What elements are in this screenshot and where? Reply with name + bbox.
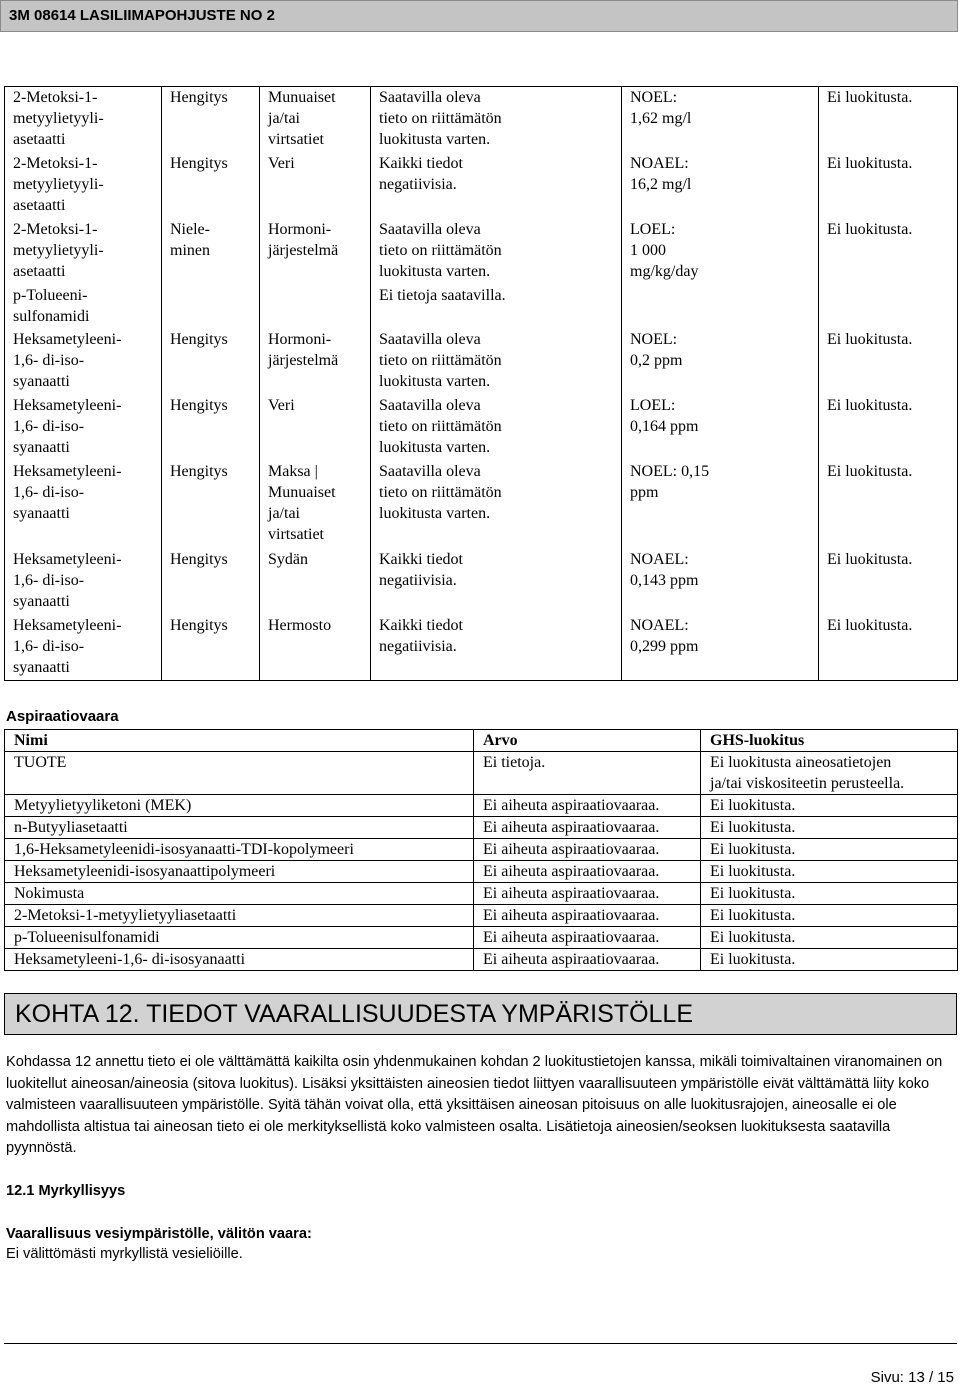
toxicity-subheading: 12.1 Myrkyllisyys: [6, 1183, 126, 1199]
page-number: Sivu: 13 / 15: [870, 1369, 954, 1386]
ghs-cell: Ei luokitusta aineosatietojen ja/tai viskositeetin perusteella.: [701, 752, 958, 795]
substance-column: [5, 87, 162, 681]
table-row: [5, 839, 958, 861]
section-12-paragraph: Kohdassa 12 annettu tieto ei ole välttämättä kaikilta osin yhdenmukainen kohdan 2 luokitustietojen kanssa, mikäli toimivaltainen viranomainen on luokitellut aineosan/aineosia (sitova luokitus). Lisäksi yksittäisten aineosien tiedot liittyen vaarallisuuteen ympäristölle eivät välttämättä liity koko valmisteen vaarallisuuteen ympäristölle. Syitä tähän voivat olla, että yksittäisen aineosan pitoisuus on alle luokitusrajojen, aineosalle ei ole mahdollista altistua tai aineosan tieto ei ole merkityksellistä koko valmisteen osalta. Lisätietoja aineosien/seoksen luokituksesta saatavilla pyynnöstä.: [6, 1054, 943, 1157]
name-cell: p-Tolueenisulfonamidi: [5, 927, 474, 949]
route-cell: Hengitys: [170, 155, 228, 172]
substance-cell: Heksametyleeni- 1,6- di-iso- syanaatti: [13, 397, 122, 456]
document-title: 3M 08614 LASILIIMAPOHJUSTE NO 2: [9, 7, 275, 24]
name-cell: n-Butyyliasetaatti: [5, 817, 474, 839]
value-cell: NOEL: 0,15 ppm: [630, 463, 710, 501]
organ-cell: Munuaiset ja/tai virtsatiet: [268, 89, 336, 148]
value-cell: NOAEL: 0,143 ppm: [630, 551, 699, 589]
table-row: [5, 817, 958, 839]
result-cell: Ei tietoja saatavilla.: [379, 287, 506, 304]
value-cell: Ei aiheuta aspiraatiovaaraa.: [474, 839, 701, 861]
column-header: GHS-luokitus: [701, 730, 958, 752]
substance-cell: Heksametyleeni- 1,6- di-iso- syanaatti: [13, 463, 122, 522]
route-cell: Hengitys: [170, 617, 228, 634]
ghs-cell: Ei luokitusta.: [701, 795, 958, 817]
value-cell: NOAEL: 0,299 ppm: [630, 617, 699, 655]
substance-cell: 2-Metoksi-1- metyylietyyli- asetaatti: [13, 89, 104, 148]
classification-cell: Ei luokitusta.: [827, 155, 913, 172]
name-cell: Heksametyleeni-1,6- di-isosyanaatti: [5, 949, 474, 971]
name-cell: 2-Metoksi-1-metyylietyyliasetaatti: [5, 905, 474, 927]
route-cell: Niele- minen: [170, 221, 210, 259]
organ-cell: Hormoni- järjestelmä: [268, 221, 339, 259]
classification-cell: Ei luokitusta.: [827, 89, 913, 106]
result-cell: Kaikki tiedot negatiivisia.: [379, 617, 463, 655]
ghs-cell: Ei luokitusta.: [701, 905, 958, 927]
substance-cell: Heksametyleeni- 1,6- di-iso- syanaatti: [13, 551, 122, 610]
acute-hazard-text: Ei välittömästi myrkyllistä vesieliöille.: [6, 1246, 243, 1262]
substance-cell: 2-Metoksi-1- metyylietyyli- asetaatti: [13, 155, 104, 214]
value-cell: Ei aiheuta aspiraatiovaaraa.: [474, 861, 701, 883]
classification-column: [819, 87, 958, 681]
value-cell: Ei aiheuta aspiraatiovaaraa.: [474, 883, 701, 905]
ghs-cell: Ei luokitusta.: [701, 927, 958, 949]
ghs-cell: Ei luokitusta.: [701, 839, 958, 861]
organ-cell: Hormoni- järjestelmä: [268, 331, 339, 369]
classification-cell: Ei luokitusta.: [827, 331, 913, 348]
acute-hazard-heading: Vaarallisuus vesiympäristölle, välitön vaara:: [6, 1226, 312, 1242]
value-cell: Ei aiheuta aspiraatiovaaraa.: [474, 949, 701, 971]
result-cell: Saatavilla oleva tieto on riittämätön luokitusta varten.: [379, 397, 502, 456]
value-column: [622, 87, 819, 681]
name-cell: Metyylietyyliketoni (MEK): [5, 795, 474, 817]
organ-cell: Hermosto: [268, 617, 332, 634]
classification-cell: Ei luokitusta.: [827, 397, 913, 414]
value-cell: NOAEL: 16,2 mg/l: [630, 155, 692, 193]
route-cell: Hengitys: [170, 89, 228, 106]
table-row: [5, 905, 958, 927]
route-cell: Hengitys: [170, 463, 228, 480]
value-cell: LOEL: 0,164 ppm: [630, 397, 699, 435]
section-12-title: KOHTA 12. TIEDOT VAARALLISUUDESTA YMPÄRISTÖLLE: [15, 1000, 694, 1028]
classification-cell: Ei luokitusta.: [827, 617, 913, 634]
route-cell: Hengitys: [170, 551, 228, 568]
table-row: [5, 861, 958, 883]
toxicity-table: [4, 86, 958, 681]
substance-cell: Heksametyleeni- 1,6- di-iso- syanaatti: [13, 617, 122, 676]
organ-cell: Maksa | Munuaiset ja/tai virtsatiet: [268, 463, 336, 543]
ghs-cell: Ei luokitusta.: [701, 883, 958, 905]
route-cell: Hengitys: [170, 397, 228, 414]
value-cell: NOEL: 1,62 mg/l: [630, 89, 692, 127]
substance-cell: p-Tolueeni- sulfonamidi: [13, 287, 90, 325]
aspiration-header-row: [5, 730, 958, 752]
table-row: [5, 927, 958, 949]
column-header: Arvo: [474, 730, 701, 752]
name-cell: 1,6-Heksametyleenidi-isosyanaatti-TDI-kopolymeeri: [5, 839, 474, 861]
value-cell: Ei aiheuta aspiraatiovaaraa.: [474, 905, 701, 927]
result-cell: Saatavilla oleva tieto on riittämätön luokitusta varten.: [379, 221, 502, 280]
result-cell: Kaikki tiedot negatiivisia.: [379, 551, 463, 589]
result-cell: Saatavilla oleva tieto on riittämätön luokitusta varten.: [379, 331, 502, 390]
ghs-cell: Ei luokitusta.: [701, 861, 958, 883]
classification-cell: Ei luokitusta.: [827, 221, 913, 238]
name-cell: Heksametyleenidi-isosyanaattipolymeeri: [5, 861, 474, 883]
footer-divider: [4, 1343, 957, 1344]
ghs-cell: Ei luokitusta.: [701, 949, 958, 971]
value-cell: NOEL: 0,2 ppm: [630, 331, 683, 369]
result-cell: Kaikki tiedot negatiivisia.: [379, 155, 463, 193]
route-column: [162, 87, 260, 681]
table-row: [5, 752, 958, 795]
substance-cell: Heksametyleeni- 1,6- di-iso- syanaatti: [13, 331, 122, 390]
value-cell: Ei aiheuta aspiraatiovaaraa.: [474, 795, 701, 817]
classification-cell: Ei luokitusta.: [827, 463, 913, 480]
result-column: [371, 87, 622, 681]
route-cell: Hengitys: [170, 331, 228, 348]
substance-cell: 2-Metoksi-1- metyylietyyli- asetaatti: [13, 221, 104, 280]
organ-cell: Veri: [268, 155, 295, 172]
aspiration-heading: Aspiraatiovaara: [6, 708, 119, 725]
value-cell: Ei tietoja.: [474, 752, 701, 795]
result-cell: Saatavilla oleva tieto on riittämätön luokitusta varten.: [379, 89, 502, 148]
organ-column: [260, 87, 371, 681]
result-cell: Saatavilla oleva tieto on riittämätön luokitusta varten.: [379, 463, 502, 522]
ghs-cell: Ei luokitusta.: [701, 817, 958, 839]
table-row: [5, 883, 958, 905]
column-header: Nimi: [5, 730, 474, 752]
name-cell: TUOTE: [5, 752, 474, 795]
organ-cell: Veri: [268, 397, 295, 414]
value-cell: Ei aiheuta aspiraatiovaaraa.: [474, 927, 701, 949]
table-row: [5, 949, 958, 971]
value-cell: Ei aiheuta aspiraatiovaaraa.: [474, 817, 701, 839]
value-cell: LOEL: 1 000 mg/kg/day: [630, 221, 699, 280]
aspiration-table: [4, 729, 958, 971]
classification-cell: Ei luokitusta.: [827, 551, 913, 568]
section-12-header: [4, 993, 957, 1035]
organ-cell: Sydän: [268, 551, 308, 568]
table-row: [5, 795, 958, 817]
name-cell: Nokimusta: [5, 883, 474, 905]
document-header: [0, 0, 958, 32]
